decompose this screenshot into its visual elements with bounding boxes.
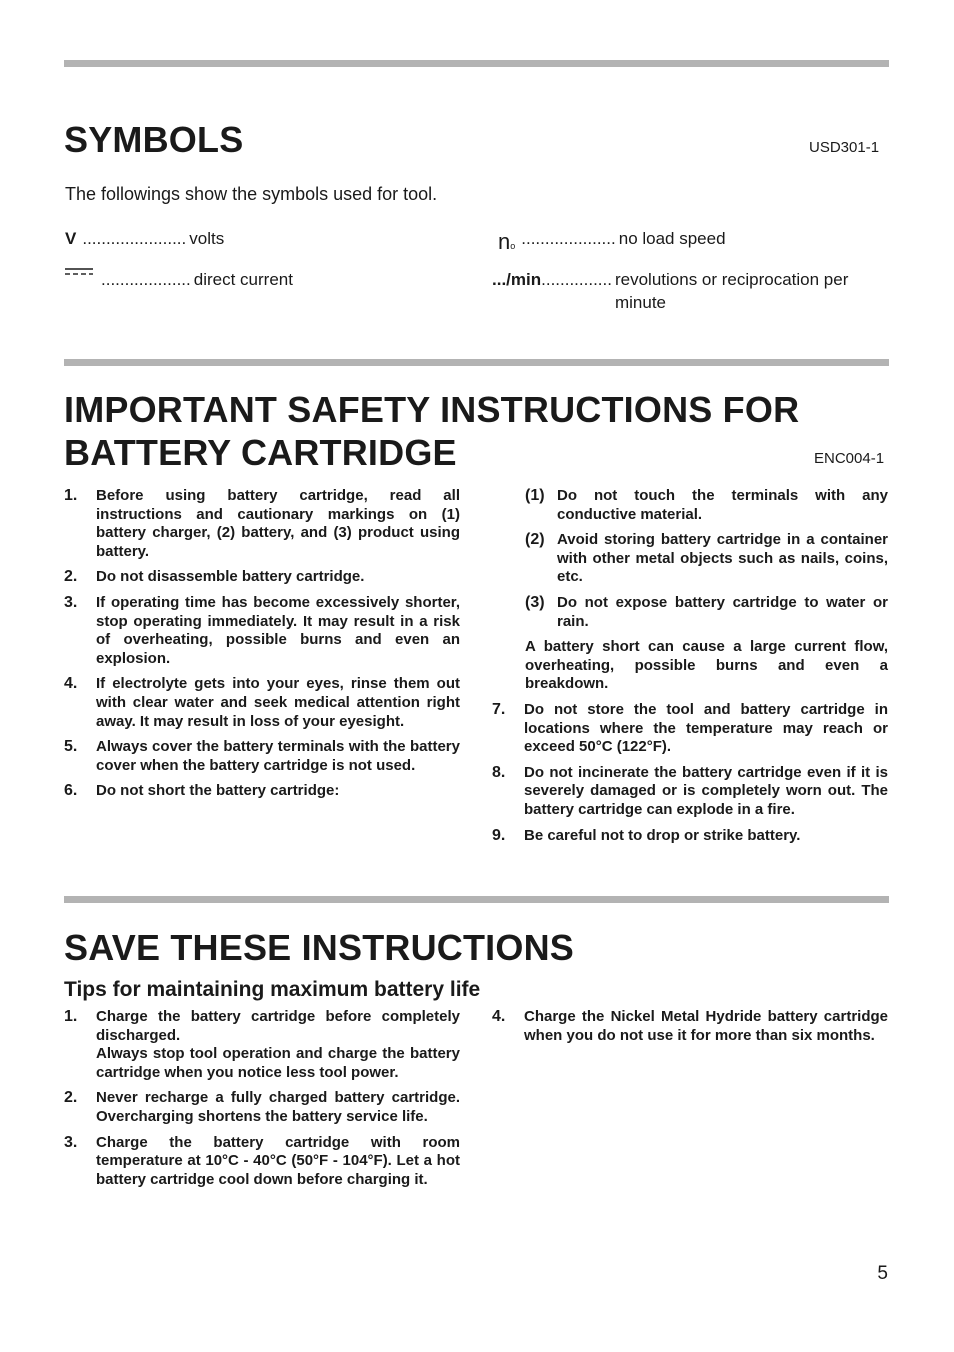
list-item: 8. Do not incinerate the battery cartridge even if it is severely damaged or is completely worn out. The battery cartridge can explode in a fire. [492,763,888,818]
section-divider [64,896,889,903]
per-minute-symbol: .../min [492,270,542,289]
list-item: 1. Before using battery cartridge, read all instructions and cautionary markings on (1) battery charger, (2) battery, and (3) product using battery. [64,487,460,560]
symbols-intro: The followings show the symbols used for tool. [65,184,438,204]
list-item: 7. Do not store the tool and battery cartridge in locations where the temperature may reach or exceed 50°C (122°F). [492,700,888,756]
symbol-description: revolutions or reciprocation per minute [614,270,849,312]
list-item: 5. Always cover the battery terminals with the battery cover when the battery cartridge is not used. [64,738,460,774]
short-circuit-note: A battery short can cause a large current flow, overheating, possible burns and even a breakdown. [525,638,888,693]
symbols-code: USD301-1 [809,139,880,156]
symbol-row-volts [65,227,224,250]
leader-dots: ............... [541,270,612,289]
symbol-description: volts [189,229,225,248]
sub-list-item: (2) Avoid storing battery cartridge in a container with other metal objects such as nails, coins, etc. [525,531,888,586]
safety-right-column [492,487,888,852]
save-heading: SAVE THESE INSTRUCTIONS [64,927,574,968]
symbol-row-per-minute [492,268,877,314]
safety-heading-line1: IMPORTANT SAFETY INSTRUCTIONS FOR [64,389,800,430]
symbols-heading: SYMBOLS [64,119,244,160]
section-divider [64,60,889,67]
safety-code: ENC004-1 [814,450,885,467]
no-load-speed-symbol: no [498,229,516,254]
safety-left-column [64,487,460,808]
page-number: 5 [877,1263,888,1284]
tips-left-column [64,1008,460,1196]
direct-current-icon [65,266,93,276]
safety-heading-line2: BATTERY CARTRIDGE [64,432,457,473]
symbol-description: direct current [193,270,293,289]
tips-right-column [492,1008,888,1052]
list-item: 3. Charge the battery cartridge with room temperature at 10°C - 40°C (50°F - 104°F). Let a hot battery cartridge cool down before charging it. [64,1133,460,1188]
leader-dots: ................... [101,270,191,289]
battery-tips-subheading: Tips for maintaining maximum battery life [64,978,481,1001]
list-item: 9. Be careful not to drop or strike battery. [492,826,801,844]
list-item: 3. If operating time has become excessively shorter, stop operating immediately. It may result in a risk of overheating, possible burns and even an explosion. [64,593,460,667]
symbol-description: no load speed [618,229,726,248]
leader-dots: ...................... [82,229,187,248]
volts-symbol: V [65,229,77,248]
list-item: 2. Do not disassemble battery cartridge. [64,568,365,586]
list-item: 2. Never recharge a fully charged battery cartridge. Overcharging shortens the battery service life. [64,1089,460,1125]
symbol-row-no-load-speed [492,227,726,255]
list-item: 1. Charge the battery cartridge before completely discharged. Always stop tool operation and charge the battery cartridge when you notice less tool power. [64,1008,460,1081]
list-item: 4. Charge the Nickel Metal Hydride battery cartridge when you do not use it for more than six months. [492,1008,888,1044]
section-divider [64,359,889,366]
leader-dots: .................... [521,229,616,248]
sub-list-item: (1) Do not touch the terminals with any conductive material. [525,487,888,523]
symbol-row-direct-current [65,268,293,291]
list-item: 4. If electrolyte gets into your eyes, rinse them out with clear water and seek medical attention right away. It may result in loss of your eyesight. [64,675,460,730]
sub-list-item: (3) Do not expose battery cartridge to water or rain. [525,593,888,630]
list-item: 6. Do not short the battery cartridge: [64,782,340,800]
